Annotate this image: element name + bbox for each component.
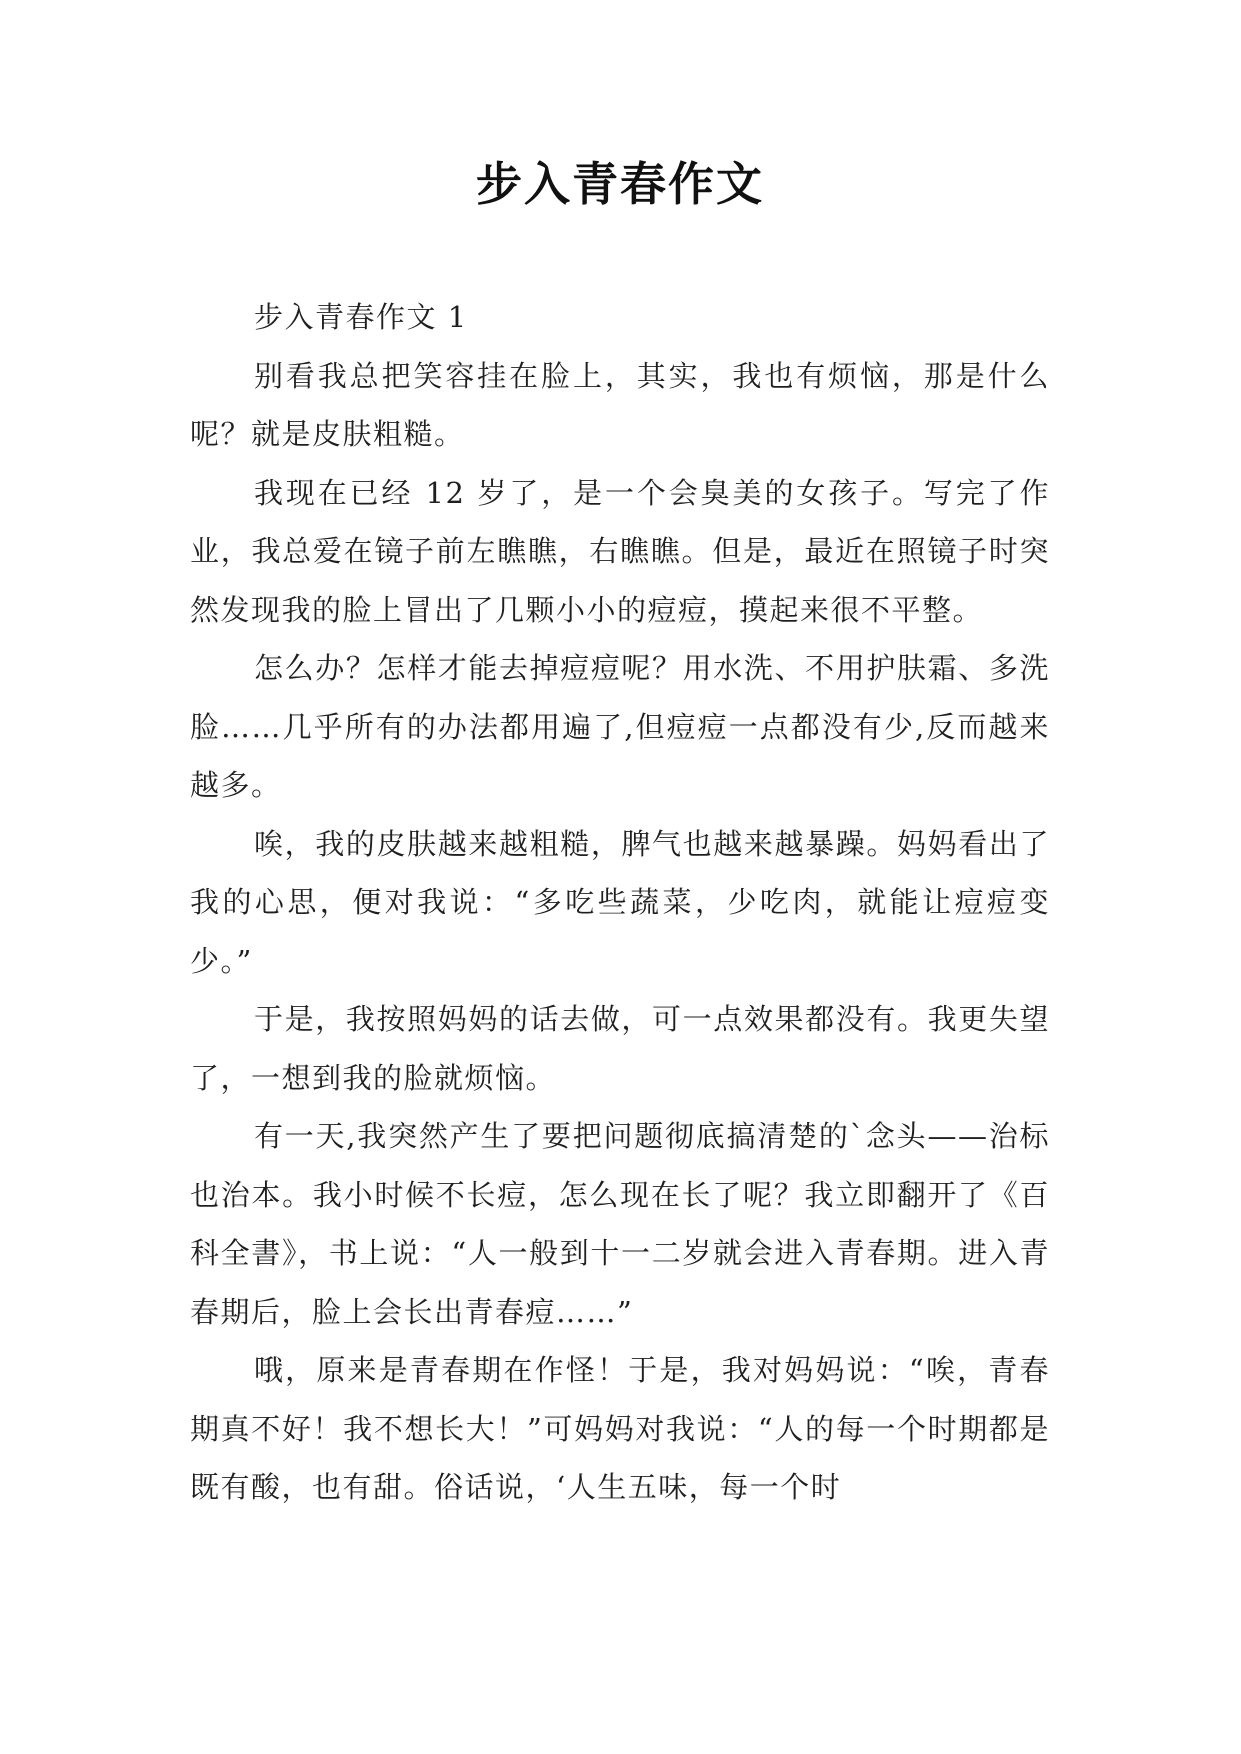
document-title: 步入青春作文 xyxy=(476,157,764,211)
document-body xyxy=(190,288,1050,1517)
paragraph: 别看我总把笑容挂在脸上，其实，我也有烦恼，那是什么呢？就是皮肤粗糙。 xyxy=(190,358,1050,451)
essay-heading: 步入青春作文 1 xyxy=(254,300,468,334)
paragraph: 唉，我的皮肤越来越粗糙，脾气也越来越暴躁。妈妈看出了我的心思，便对我说：“多吃些蔬菜，少吃肉，就能让痘痘变少。” xyxy=(190,826,1050,978)
paragraph: 于是，我按照妈妈的话去做，可一点效果都没有。我更失望了，一想到我的脸就烦恼。 xyxy=(190,1002,1050,1095)
paragraph: 哦，原来是青春期在作怪！于是，我对妈妈说：“唉，青春期真不好！我不想长大！”可妈妈对我说：“人的每一个时期都是既有酸，也有甜。俗话说，‘人生五味，每一个时 xyxy=(190,1353,1050,1504)
paragraph: 有一天,我突然产生了要把问题彻底搞清楚的`念头——治标也治本。我小时候不长痘，怎么现在长了呢？我立即翻开了《百科全書》，书上说：“人一般到十一二岁就会进入青春期。进入青春期后，脸上会长出青春痘……” xyxy=(190,1119,1050,1329)
paragraph: 怎么办？怎样才能去掉痘痘呢？用水洗、不用护肤霜、多洗脸……几乎所有的办法都用遍了,但痘痘一点都没有少,反而越来越多。 xyxy=(190,651,1050,802)
paragraph: 我现在已经 12 岁了，是一个会臭美的女孩子。写完了作业，我总爱在镜子前左瞧瞧，右瞧瞧。但是，最近在照镜子时突然发现我的脸上冒出了几颗小小的痘痘，摸起来很不平整。 xyxy=(190,475,1050,627)
